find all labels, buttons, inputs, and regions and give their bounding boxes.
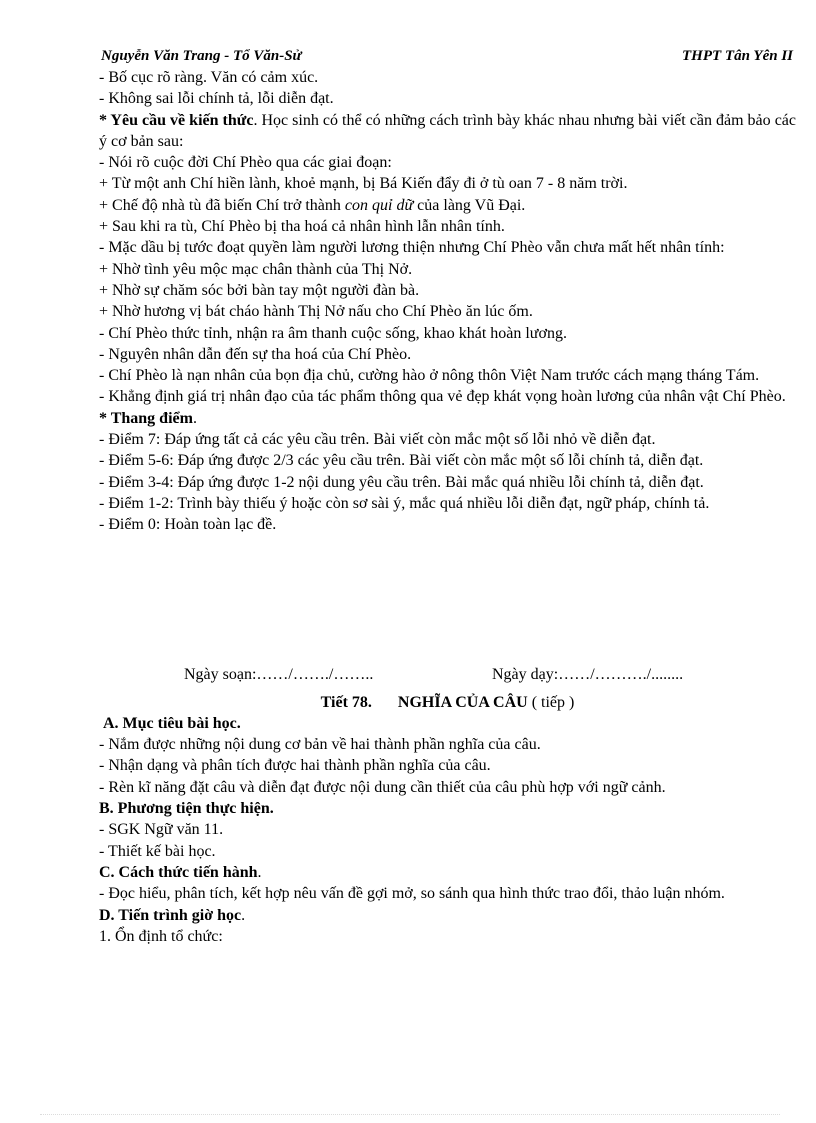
knowledge-requirement <box>99 110 796 153</box>
knowledge-item: - Chí Phèo là nạn nhân của bọn địa chủ, cường hào ở nông thôn Việt Nam trước cách mạng tháng Tám. <box>99 367 760 385</box>
form-requirement: - Bố cục rõ ràng. Văn có cảm xúc. <box>99 69 319 86</box>
date-taught: Ngày dạy:……/………./........ <box>492 665 684 683</box>
knowledge-item: - Nguyên nhân dẫn đến sự tha hoá của Chí Phèo. <box>99 345 412 363</box>
knowledge-item: - Chí Phèo thức tỉnh, nhận ra âm thanh cuộc sống, khao khát hoàn lương. <box>99 324 567 342</box>
knowledge-heading: * Yêu cầu về kiến thức <box>99 111 254 129</box>
score-item: - Điểm 3-4: Đáp ứng được 1-2 nội dung yêu cầu trên. Bài mắc quá nhiều lỗi chính tả, diễn đạt. <box>99 473 704 491</box>
document-body <box>99 67 796 947</box>
score-item: - Điểm 7: Đáp ứng tất cả các yêu cầu trên. Bài viết còn mắc một số lỗi nhỏ về diễn đạt. <box>99 431 656 449</box>
page-bottom-rule <box>40 1114 780 1115</box>
lesson-number: Tiết 78. <box>320 693 372 711</box>
scale-heading-dot: . <box>192 409 197 427</box>
lesson-name-suffix: ( tiếp ) <box>527 693 575 711</box>
scale-heading-line <box>99 408 796 429</box>
knowledge-item-text: + Chế độ nhà tù đã biến Chí trở thành <box>99 196 345 214</box>
section-d-heading: D. Tiến trình giờ học <box>99 906 242 924</box>
header-author: Nguyễn Văn Trang - Tổ Văn-Sử <box>101 48 302 64</box>
date-prepared: Ngày soạn:……/……./…….. <box>184 665 374 683</box>
scale-heading: * Thang điểm <box>99 409 193 427</box>
knowledge-item: + Nhờ hương vị bát cháo hành Thị Nở nấu cho Chí Phèo ăn lúc ốm. <box>99 303 533 321</box>
section-b-heading: B. Phương tiện thực hiện. <box>99 800 274 818</box>
resource-item: - Thiết kế bài học. <box>99 842 216 860</box>
score-item: - Điểm 0: Hoàn toàn lạc đề. <box>99 516 277 534</box>
knowledge-item: - Khẳng định giá trị nhân đạo của tác phẩm thông qua vẻ đẹp khát vọng hoàn lương của nhân vật Chí Phèo. <box>99 388 786 406</box>
lesson-title <box>99 692 796 713</box>
page-header <box>101 48 793 68</box>
lesson-name: NGHĨA CỦA CÂU <box>397 693 528 711</box>
knowledge-item: - Nói rõ cuộc đời Chí Phèo qua các giai đoạn: <box>99 154 392 172</box>
method-item: - Đọc hiểu, phân tích, kết hợp nêu vấn đề gợi mở, so sánh qua hình thức trao đổi, thảo luận nhóm. <box>99 885 725 903</box>
knowledge-item: + Từ một anh Chí hiền lành, khoẻ mạnh, bị Bá Kiến đẩy đi ở tù oan 7 - 8 năm trời. <box>99 175 628 193</box>
score-item: - Điểm 1-2: Trình bày thiếu ý hoặc còn sơ sài ý, mắc quá nhiều lỗi diễn đạt, ngữ pháp, chính tả. <box>99 494 710 512</box>
knowledge-item: + Nhờ sự chăm sóc bởi bàn tay một người đàn bà. <box>99 281 420 299</box>
section-d-dot: . <box>241 906 246 924</box>
emphasis-text: con quỉ dữ <box>344 196 414 214</box>
section-c-line <box>99 862 796 883</box>
section-a-heading: A. Mục tiêu bài học. <box>103 714 241 732</box>
section-d-line <box>99 905 796 926</box>
knowledge-intro: . Học sinh có thể có những cách trình bày khác nhau nhưng bài viết cần đảm bảo các ý cơ bản sau: <box>99 111 796 150</box>
knowledge-item: + Nhờ tình yêu mộc mạc chân thành của Thị Nở. <box>99 260 413 278</box>
header-school: THPT Tân Yên II <box>682 48 793 64</box>
form-requirement: - Không sai lỗi chính tả, lỗi diễn đạt. <box>99 90 334 108</box>
section-gap <box>99 536 796 664</box>
objective-item: - Nhận dạng và phân tích được hai thành phần nghĩa của câu. <box>99 757 491 775</box>
section-c-dot: . <box>257 863 262 881</box>
knowledge-item-text: của làng Vũ Đại. <box>413 196 526 214</box>
score-item: - Điểm 5-6: Đáp ứng được 2/3 các yêu cầu trên. Bài viết còn mắc một số lỗi chính tả, diễn đạt. <box>99 452 704 470</box>
procedure-item: 1. Ổn định tổ chức: <box>99 927 223 945</box>
section-c-heading: C. Cách thức tiến hành <box>99 863 258 881</box>
knowledge-item <box>99 195 796 216</box>
objective-item: - Nắm được những nội dung cơ bản về hai thành phần nghĩa của câu. <box>99 736 541 754</box>
objective-item: - Rèn kĩ năng đặt câu và diễn đạt được nội dung cần thiết của câu phù hợp với ngữ cảnh. <box>99 778 666 796</box>
knowledge-item: + Sau khi ra tù, Chí Phèo bị tha hoá cả nhân hình lẫn nhân tính. <box>99 218 505 236</box>
resource-item: - SGK Ngữ văn 11. <box>99 821 224 839</box>
knowledge-item: - Mặc dầu bị tước đoạt quyền làm người lương thiện nhưng Chí Phèo vẫn chưa mất hết nhân tính: <box>99 239 725 257</box>
lesson-dates <box>99 664 796 686</box>
